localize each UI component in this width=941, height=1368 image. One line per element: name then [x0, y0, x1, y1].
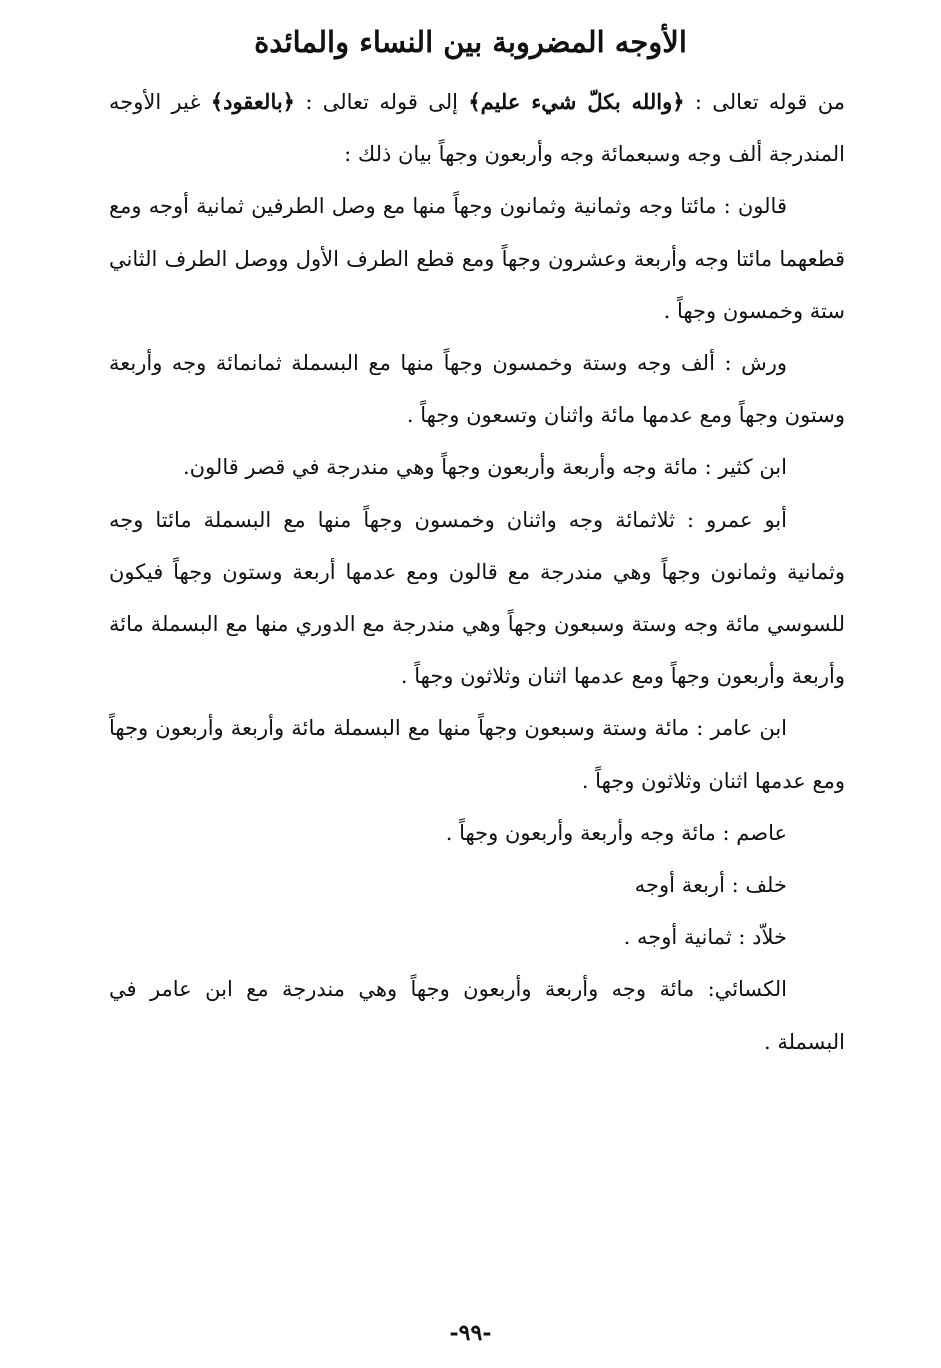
paragraph-abu-amr: أبو عمرو : ثلاثمائة وجه واثنان وخمسون وجهاً منها مع البسملة مائتا وجه وثمانية وثمانون وجهاً وهي مندرجة مع قالون ومع عدمها أربعة وستون وجهاً فيكون للسوسي مائة وجه وستة وسبعون وجهاً وهي مندرجة مع الدوري منها مع البسملة مائة وأربعة وأربعون وجهاً ومع عدمها اثنان وثلاثون وجهاً .	[109, 507, 845, 689]
body-text	[109, 76, 845, 1068]
paragraph-kisai: الكسائي: مائة وجه وأربعة وأربعون وجهاً وهي مندرجة مع ابن عامر في البسملة .	[109, 977, 845, 1054]
paragraph-qalun: قالون : مائتا وجه وثمانية وثمانون وجهاً منها مع وصل الطرفين ثمانية أوجه ومع قطعهما مائتا وجه وأربعة وعشرون وجهاً ومع قطع الطرف الأول ووصل الطرف الثاني ستة وخمسون وجهاً .	[109, 194, 845, 323]
verse-start: ﴿والله بكلّ شيء عليم﴾	[468, 89, 685, 114]
paragraph-warsh: ورش : ألف وجه وستة وخمسون وجهاً منها مع البسملة ثمانمائة وجه وأربعة وستون وجهاً ومع عدمها مائة واثنان وتسعون وجهاً .	[109, 351, 845, 428]
verse-end: ﴿بالعقود﴾	[210, 89, 295, 114]
paragraph-ibn-amir: ابن عامر : مائة وستة وسبعون وجهاً منها مع البسملة مائة وأربعة وأربعون وجهاً ومع عدمها اثنان وثلاثون وجهاً .	[109, 716, 845, 793]
intro-prefix: من قوله تعالى :	[684, 90, 845, 114]
page-number: -٩٩-	[449, 1320, 492, 1346]
paragraph-asim: عاصم : مائة وجه وأربعة وأربعون وجهاً .	[445, 820, 787, 845]
intro-middle: إلى قوله تعالى :	[295, 90, 469, 114]
paragraph-khallad: خلاّد : ثمانية أوجه .	[623, 925, 787, 950]
intro-suffix: غير الأوجه المندرجة ألف وجه وسبعمائة وجه وأربعون وجهاً بيان ذلك :	[109, 90, 845, 167]
paragraph-khalaf: خلف : أربعة أوجه	[634, 873, 787, 898]
intro-paragraph	[109, 76, 845, 180]
paragraph-ibn-kathir: ابن كثير : مائة وجه وأربعة وأربعون وجهاً وهي مندرجة في قصر قالون.	[182, 455, 787, 480]
page-title: الأوجه المضروبة بين النساء والمائدة	[254, 25, 687, 59]
